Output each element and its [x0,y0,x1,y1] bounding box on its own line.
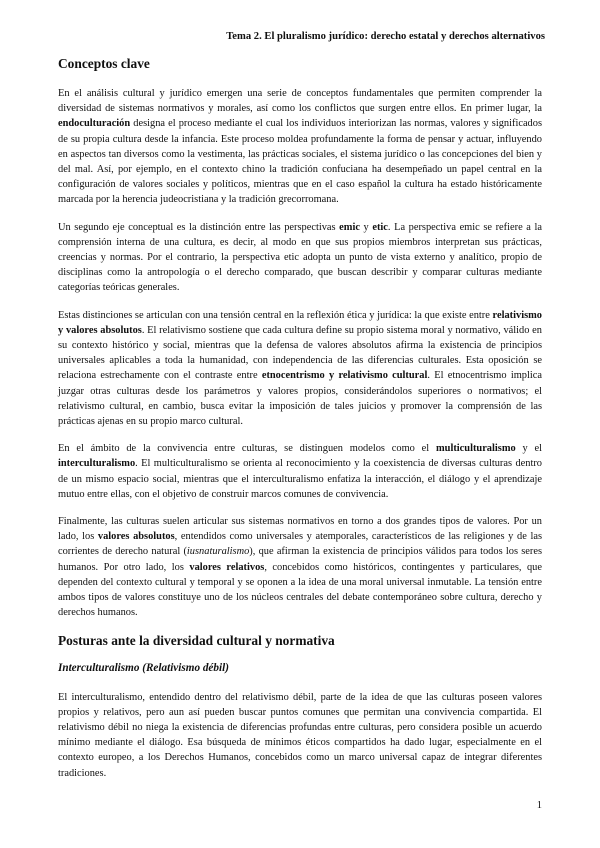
term-multiculturalismo: multiculturalismo [436,443,516,455]
text-run: . El etnocentrismo implica juzgar otras culturas desde los parámetros y valores propios, considerándolos superiores o normativos; el relativismo cultural, en cambio, busca evitar la imposición de tales juicios y promover la comprensión de las prácticas ajenas en su propio marco cultural. [58,370,542,428]
paragraph-multiculturalismo [58,441,542,502]
text-run: , entendidos como universales y atemporales, característicos de las religiones y de las corrientes de derecho natural ( [58,531,542,558]
term-etnocentrismo-relativismo: etnocentrismo y relativismo cultural [261,370,428,382]
term-valores-absolutos: valores absolutos [97,531,175,543]
paragraph-interculturalismo: El interculturalismo, entendido dentro del relativismo débil, parte de la idea de que las culturas poseen valores propios y relativos, pero aun así pueden buscar puntos comunes que permitan una convivencia compartida. El relativismo débil no niega la existencia de diferencias profundas entre culturas, pero considera posible un acuerdo mínimo mediante el diálogo. Esa búsqueda de mínimos éticos compartidos ha dado lugar, especialmente en el contexto europeo, a los Derechos Humanos, concebidos como un marco universal capaz de integrar diferentes tradiciones. [58,691,542,779]
text-run: Finalmente, las culturas suelen articular sus sistemas normativos en torno a dos grandes tipos de valores. Por un lado, los [58,516,542,543]
text-run: Un segundo eje conceptual es la distinción entre las perspectivas [58,221,340,233]
text-run: y el [515,443,543,455]
term-endoculturacion: endoculturación [58,118,131,130]
paragraph-emic-etic [58,220,542,296]
text-run: En el ámbito de la convivencia entre culturas, se distinguen modelos como el [58,443,437,455]
subsection-title-interculturalismo: Interculturalismo (Relativismo débil) [58,661,229,674]
term-emic: emic [339,221,360,233]
text-run: En el análisis cultural y jurídico emergen una serie de conceptos fundamentales que permiten comprender la diversidad de sistemas normativos y morales, así como los conflictos que surgen entre ellos. En primer lugar, la [58,88,542,115]
section-title-posturas: Posturas ante la diversidad cultural y normativa [58,632,335,648]
term-iusnaturalismo: iusnaturalismo [186,546,250,558]
term-interculturalismo: interculturalismo [58,458,136,470]
paragraph-relativismo [58,308,542,430]
text-run: , concebidos como históricos, contingentes y particulares, que dependen del contexto cultural y temporal y se oponen a la idea de una moral universal inmutable. La tensión entre ambos tipos de valores constituye uno de los núcleos centrales del debate contemporáneo sobre cultura, derecho y derechos humanos. [58,561,542,619]
page-content [58,56,542,781]
section-title-conceptos-clave: Conceptos clave [58,56,150,71]
paragraph-valores [58,514,542,620]
running-header: Tema 2. El pluralismo jurídico: derecho estatal y derechos alternativos [226,31,545,42]
term-valores-relativos: valores relativos [189,561,265,573]
text-run: . La perspectiva emic se refiere a la comprensión interna de una cultura, es decir, al modo en que sus propios miembros interpretan sus prácticas, creencias y normas. Por el contrario, la perspectiva etic adopta un punto de vista externo y analítico, propio de disciplinas como la antropología o el derecho comparado, que buscan describir y comparar culturas mediante categorías teóricas generales. [58,221,542,294]
text-run: . El relativismo sostiene que cada cultura define su propio sistema moral y normativo, válido en su contexto histórico y social, mientras que la defensa de valores absolutos afirma la existencia de principios universales aplicables a toda la humanidad, con independencia de las diferencias culturales. Esta oposición se relaciona estrechamente con el contraste entre [58,324,542,382]
text-run: designa el proceso mediante el cual los individuos interiorizan las normas, valores y significados de su propia cultura desde la infancia. Este proceso moldea profundamente la forma de pensar y actuar, influyendo en aspectos tan diversos como la vestimenta, las prácticas sociales, el sistema jurídico o las concepciones del bien y del mal. Así, por ejemplo, en el contexto chino la tradición confuciana ha desempeñado un papel central en la configuración de valores sociales y políticos, mientras que en el caso español la cultura ha estado históricamente marcada por la herencia judeocristiana y la tradición grecorromana. [58,118,542,206]
paragraph-endoculturacion [58,86,542,208]
text-run: y [359,221,373,233]
page-number: 1 [536,800,542,811]
text-run: ), que afirman la existencia de principios válidos para todos los seres humanos. Por otro lado, los [58,546,542,573]
text-run: . El multiculturalismo se orienta al reconocimiento y la coexistencia de diversas culturas dentro de un mismo espacio social, mientras que el interculturalismo enfatiza la interacción, el diálogo y el aprendizaje mutuo entre ellas, con el objetivo de construir marcos comunes de convivencia. [58,458,542,500]
term-relativismo-valores-absolutos: relativismo y valores absolutos [58,309,542,336]
term-etic: etic [372,221,388,233]
text-run: Estas distinciones se articulan con una tensión central en la reflexión ética y jurídica: la que existe entre [58,309,493,321]
